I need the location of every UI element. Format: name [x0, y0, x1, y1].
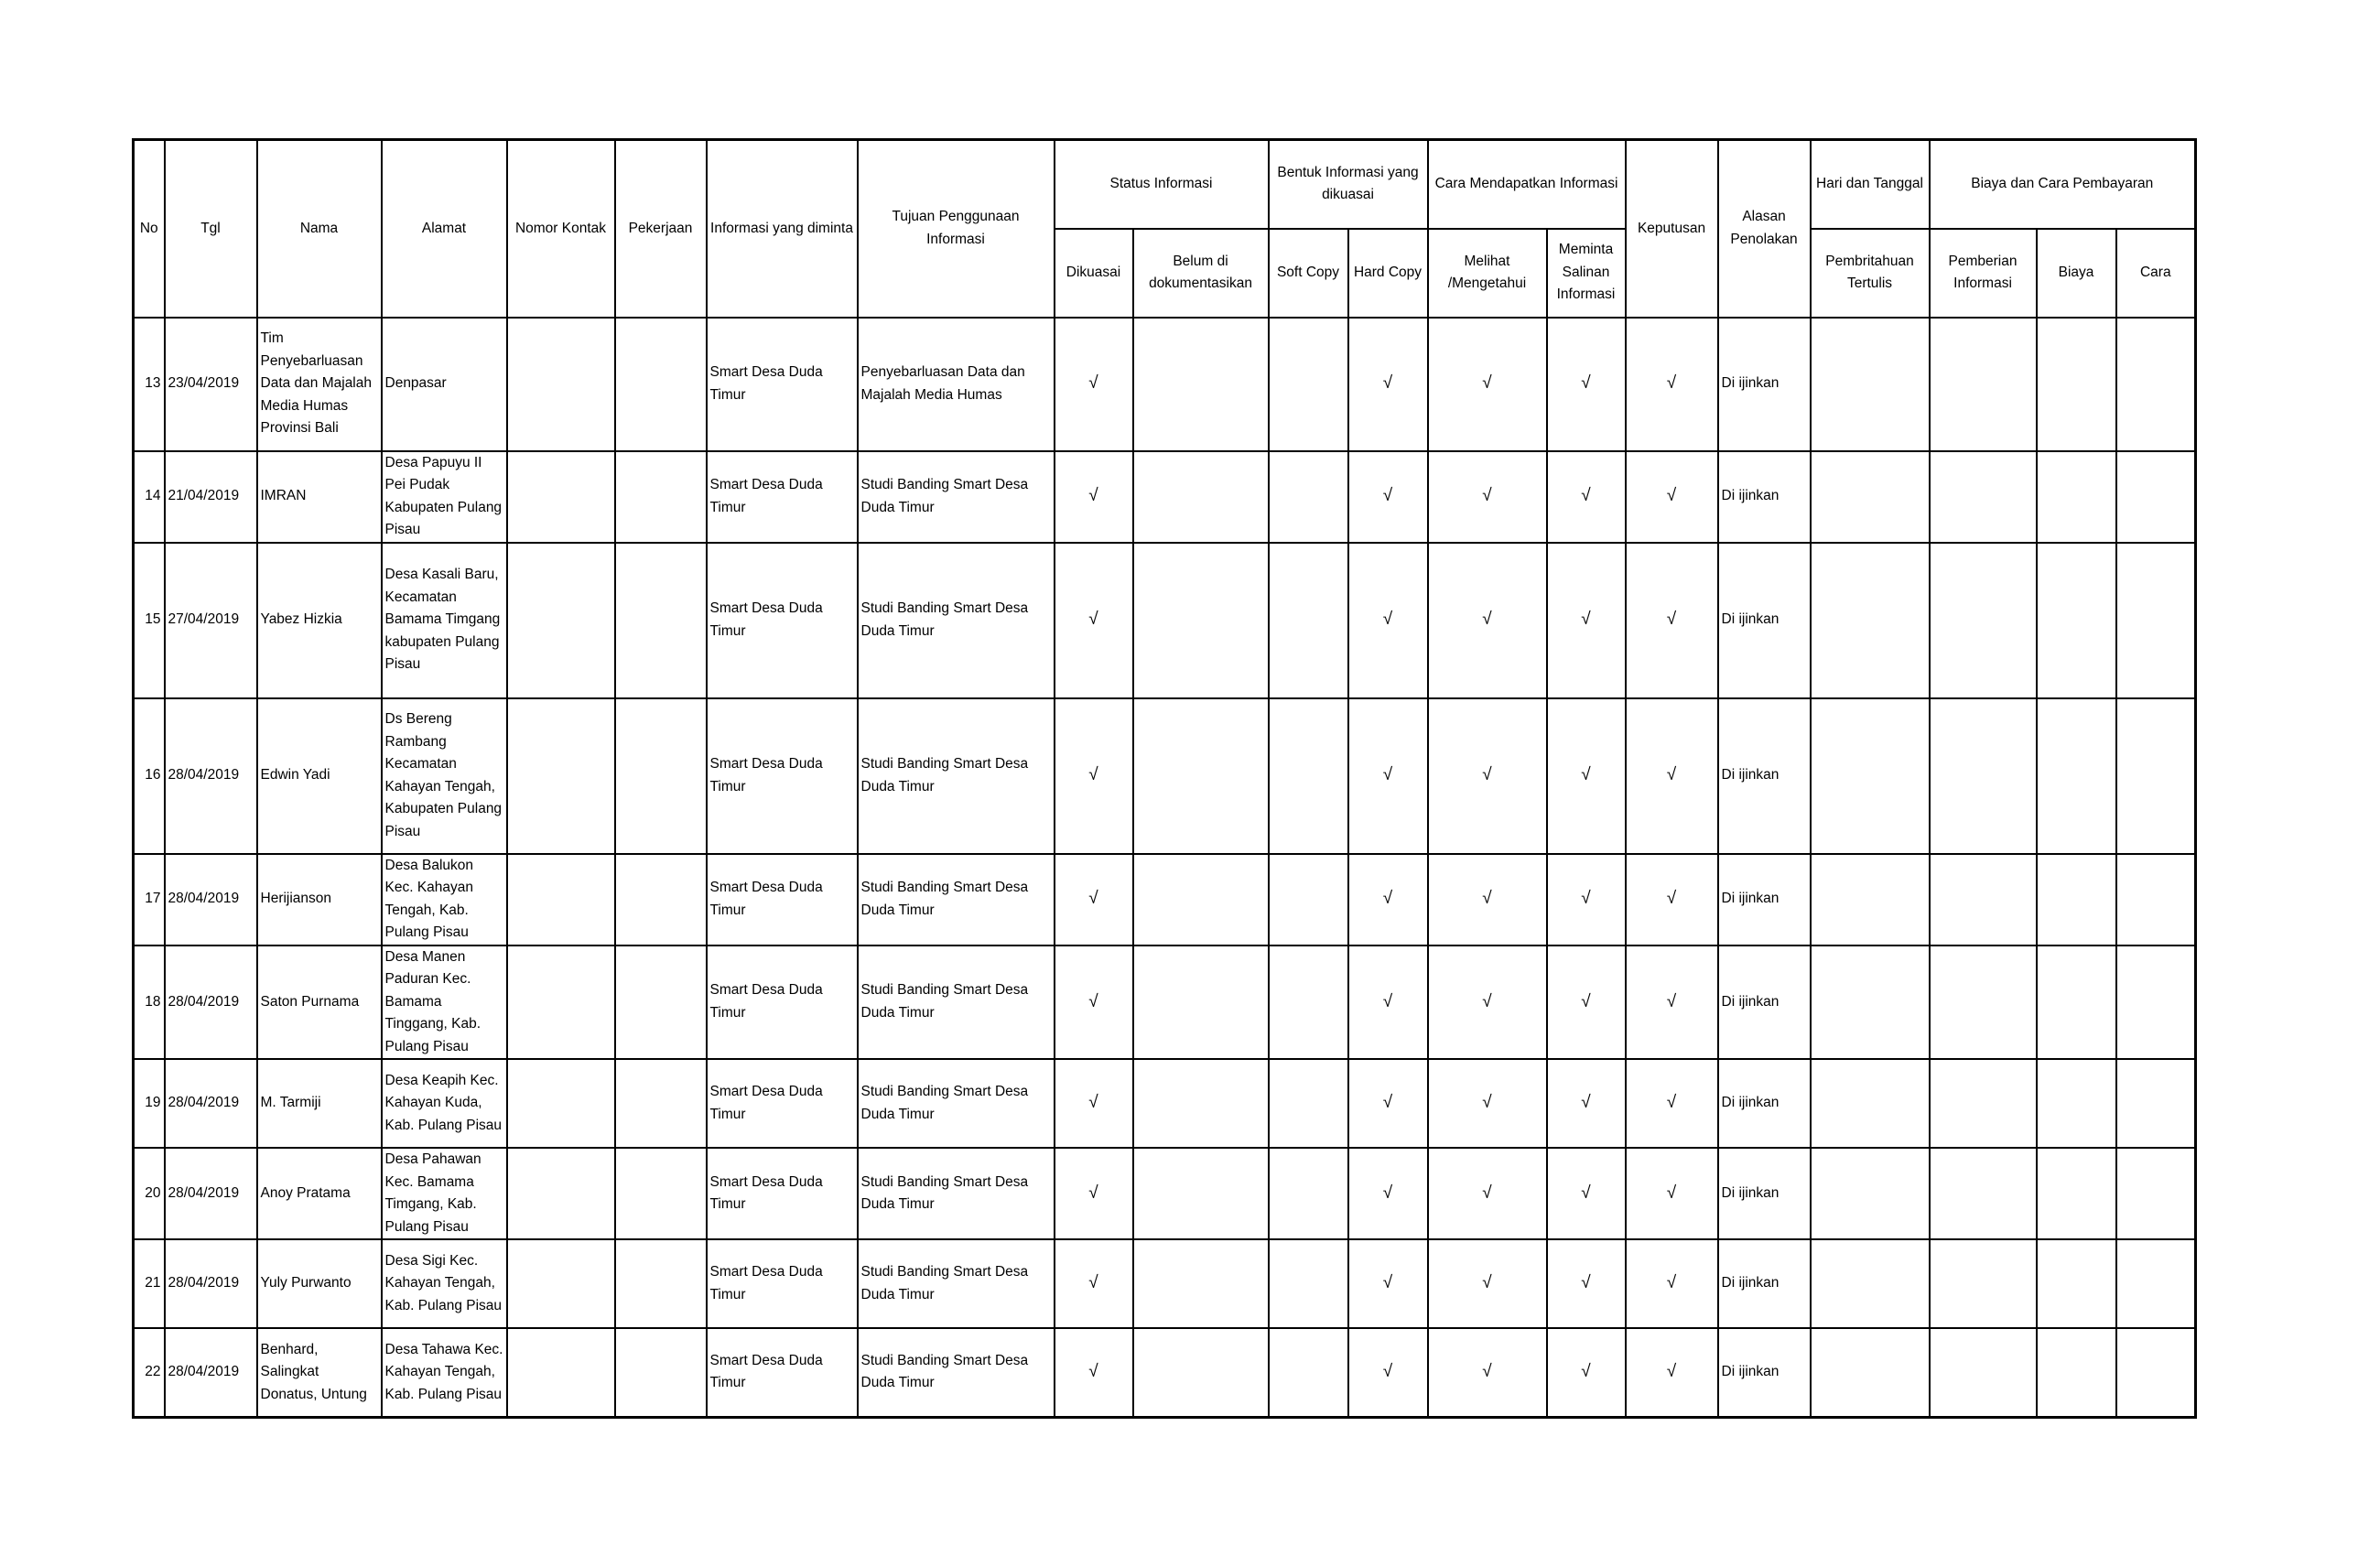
header-tujuan: Tujuan Penggunaan Informasi	[858, 140, 1055, 318]
check-meminta: √	[1547, 698, 1626, 854]
cell-no: 13	[134, 318, 165, 451]
cell-nama: Benhard, Salingkat Donatus, Untung	[257, 1328, 382, 1417]
cell-no: 18	[134, 945, 165, 1060]
cell-pemberian	[1930, 698, 2037, 854]
cell-alamat: Desa Sigi Kec. Kahayan Tengah, Kab. Pulang Pisau	[382, 1239, 507, 1328]
check-meminta: √	[1547, 1239, 1626, 1328]
header-alamat: Alamat	[382, 140, 507, 318]
table-row	[134, 1328, 2196, 1417]
cell-tgl: 28/04/2019	[165, 1059, 257, 1148]
check-melihat: √	[1428, 698, 1547, 854]
header-soft-copy: Soft Copy	[1269, 229, 1348, 318]
check-keputusan: √	[1626, 1239, 1718, 1328]
cell-pekerjaan	[615, 945, 707, 1060]
cell-tgl: 28/04/2019	[165, 1328, 257, 1417]
cell-belum	[1133, 945, 1269, 1060]
cell-tgl: 28/04/2019	[165, 854, 257, 945]
check-dikuasai: √	[1055, 945, 1133, 1060]
cell-informasi: Smart Desa Duda Timur	[707, 1148, 858, 1239]
cell-alamat: Desa Kasali Baru, Kecamatan Bamama Timgang kabupaten Pulang Pisau	[382, 543, 507, 698]
cell-nomor-kontak	[507, 543, 615, 698]
header-cara: Cara	[2116, 229, 2196, 318]
cell-belum	[1133, 854, 1269, 945]
cell-alamat: Desa Balukon Kec. Kahayan Tengah, Kab. Pulang Pisau	[382, 854, 507, 945]
cell-cara	[2116, 543, 2196, 698]
cell-belum	[1133, 698, 1269, 854]
cell-soft-copy	[1269, 1328, 1348, 1417]
cell-alamat: Ds Bereng Rambang Kecamatan Kahayan Tengah, Kabupaten Pulang Pisau	[382, 698, 507, 854]
cell-pembritahuan	[1811, 451, 1930, 543]
cell-informasi: Smart Desa Duda Timur	[707, 543, 858, 698]
cell-tujuan: Studi Banding Smart Desa Duda Timur	[858, 1328, 1055, 1417]
header-hari-tanggal: Hari dan Tanggal	[1811, 140, 1930, 229]
cell-alasan: Di ijinkan	[1718, 1328, 1811, 1417]
cell-nama: IMRAN	[257, 451, 382, 543]
cell-no: 19	[134, 1059, 165, 1148]
cell-nama: Yabez Hizkia	[257, 543, 382, 698]
cell-nomor-kontak	[507, 945, 615, 1060]
cell-soft-copy	[1269, 1239, 1348, 1328]
cell-alasan: Di ijinkan	[1718, 698, 1811, 854]
cell-pemberian	[1930, 318, 2037, 451]
check-hard-copy: √	[1348, 1239, 1428, 1328]
cell-biaya	[2037, 451, 2116, 543]
cell-informasi: Smart Desa Duda Timur	[707, 318, 858, 451]
cell-informasi: Smart Desa Duda Timur	[707, 945, 858, 1060]
cell-tujuan: Studi Banding Smart Desa Duda Timur	[858, 1148, 1055, 1239]
cell-alasan: Di ijinkan	[1718, 854, 1811, 945]
cell-informasi: Smart Desa Duda Timur	[707, 451, 858, 543]
table-row	[134, 1148, 2196, 1239]
cell-pekerjaan	[615, 451, 707, 543]
header-status-informasi: Status Informasi	[1055, 140, 1269, 229]
cell-pekerjaan	[615, 1148, 707, 1239]
cell-tujuan: Studi Banding Smart Desa Duda Timur	[858, 543, 1055, 698]
check-dikuasai: √	[1055, 854, 1133, 945]
cell-biaya	[2037, 945, 2116, 1060]
cell-pekerjaan	[615, 1328, 707, 1417]
cell-nomor-kontak	[507, 451, 615, 543]
check-dikuasai: √	[1055, 698, 1133, 854]
check-melihat: √	[1428, 1059, 1547, 1148]
check-melihat: √	[1428, 451, 1547, 543]
check-hard-copy: √	[1348, 1059, 1428, 1148]
check-hard-copy: √	[1348, 543, 1428, 698]
cell-pembritahuan	[1811, 1328, 1930, 1417]
cell-no: 20	[134, 1148, 165, 1239]
check-melihat: √	[1428, 1328, 1547, 1417]
cell-tgl: 23/04/2019	[165, 318, 257, 451]
check-meminta: √	[1547, 1148, 1626, 1239]
cell-biaya	[2037, 1148, 2116, 1239]
header-tgl: Tgl	[165, 140, 257, 318]
check-melihat: √	[1428, 543, 1547, 698]
cell-pekerjaan	[615, 1239, 707, 1328]
cell-pemberian	[1930, 1328, 2037, 1417]
check-keputusan: √	[1626, 1148, 1718, 1239]
check-keputusan: √	[1626, 318, 1718, 451]
header-nama: Nama	[257, 140, 382, 318]
cell-cara	[2116, 945, 2196, 1060]
cell-alasan: Di ijinkan	[1718, 945, 1811, 1060]
check-meminta: √	[1547, 543, 1626, 698]
cell-nama: M. Tarmiji	[257, 1059, 382, 1148]
cell-tgl: 21/04/2019	[165, 451, 257, 543]
cell-informasi: Smart Desa Duda Timur	[707, 854, 858, 945]
cell-belum	[1133, 1148, 1269, 1239]
table-row	[134, 318, 2196, 451]
check-hard-copy: √	[1348, 945, 1428, 1060]
cell-tgl: 27/04/2019	[165, 543, 257, 698]
header-no: No	[134, 140, 165, 318]
cell-tgl: 28/04/2019	[165, 698, 257, 854]
cell-biaya	[2037, 698, 2116, 854]
cell-tujuan: Penyebarluasan Data dan Majalah Media Humas	[858, 318, 1055, 451]
table-body	[134, 318, 2196, 1418]
check-keputusan: √	[1626, 945, 1718, 1060]
cell-tujuan: Studi Banding Smart Desa Duda Timur	[858, 854, 1055, 945]
cell-tujuan: Studi Banding Smart Desa Duda Timur	[858, 945, 1055, 1060]
cell-pemberian	[1930, 854, 2037, 945]
cell-soft-copy	[1269, 318, 1348, 451]
cell-tujuan: Studi Banding Smart Desa Duda Timur	[858, 698, 1055, 854]
cell-pembritahuan	[1811, 1059, 1930, 1148]
check-dikuasai: √	[1055, 451, 1133, 543]
cell-pemberian	[1930, 1148, 2037, 1239]
cell-no: 16	[134, 698, 165, 854]
cell-pekerjaan	[615, 1059, 707, 1148]
header-pekerjaan: Pekerjaan	[615, 140, 707, 318]
table-row	[134, 698, 2196, 854]
cell-soft-copy	[1269, 1059, 1348, 1148]
cell-nama: Tim Penyebarluasan Data dan Majalah Media Humas Provinsi Bali	[257, 318, 382, 451]
cell-cara	[2116, 854, 2196, 945]
cell-cara	[2116, 698, 2196, 854]
check-dikuasai: √	[1055, 1059, 1133, 1148]
cell-alasan: Di ijinkan	[1718, 451, 1811, 543]
cell-biaya	[2037, 318, 2116, 451]
header-meminta: Meminta Salinan Informasi	[1547, 229, 1626, 318]
cell-cara	[2116, 1328, 2196, 1417]
cell-pembritahuan	[1811, 854, 1930, 945]
cell-soft-copy	[1269, 854, 1348, 945]
check-keputusan: √	[1626, 543, 1718, 698]
header-pemberian: Pemberian Informasi	[1930, 229, 2037, 318]
cell-no: 15	[134, 543, 165, 698]
cell-informasi: Smart Desa Duda Timur	[707, 698, 858, 854]
cell-belum	[1133, 1328, 1269, 1417]
cell-soft-copy	[1269, 451, 1348, 543]
table-row	[134, 451, 2196, 543]
cell-nomor-kontak	[507, 1148, 615, 1239]
header-cara-mendapatkan: Cara Mendapatkan Informasi	[1428, 140, 1626, 229]
table-row	[134, 1239, 2196, 1328]
check-hard-copy: √	[1348, 1328, 1428, 1417]
header-alasan-penolakan: Alasan Penolakan	[1718, 140, 1811, 318]
cell-pemberian	[1930, 1059, 2037, 1148]
cell-pekerjaan	[615, 543, 707, 698]
cell-nama: Anoy Pratama	[257, 1148, 382, 1239]
check-keputusan: √	[1626, 698, 1718, 854]
check-hard-copy: √	[1348, 451, 1428, 543]
cell-alasan: Di ijinkan	[1718, 543, 1811, 698]
cell-soft-copy	[1269, 698, 1348, 854]
cell-tujuan: Studi Banding Smart Desa Duda Timur	[858, 1059, 1055, 1148]
check-melihat: √	[1428, 854, 1547, 945]
cell-pembritahuan	[1811, 698, 1930, 854]
check-keputusan: √	[1626, 1059, 1718, 1148]
cell-nama: Saton Purnama	[257, 945, 382, 1060]
cell-pekerjaan	[615, 854, 707, 945]
check-dikuasai: √	[1055, 1328, 1133, 1417]
check-melihat: √	[1428, 1148, 1547, 1239]
cell-biaya	[2037, 1328, 2116, 1417]
header-pembritahuan: Pembritahuan Tertulis	[1811, 229, 1930, 318]
cell-belum	[1133, 543, 1269, 698]
check-dikuasai: √	[1055, 543, 1133, 698]
check-keputusan: √	[1626, 854, 1718, 945]
cell-pekerjaan	[615, 318, 707, 451]
cell-belum	[1133, 1239, 1269, 1328]
cell-nomor-kontak	[507, 854, 615, 945]
check-hard-copy: √	[1348, 1148, 1428, 1239]
cell-nama: Herijianson	[257, 854, 382, 945]
check-melihat: √	[1428, 1239, 1547, 1328]
cell-pembritahuan	[1811, 543, 1930, 698]
header-biaya-cara: Biaya dan Cara Pembayaran	[1930, 140, 2196, 229]
cell-soft-copy	[1269, 1148, 1348, 1239]
table-row	[134, 945, 2196, 1060]
cell-alasan: Di ijinkan	[1718, 1239, 1811, 1328]
header-dikuasai: Dikuasai	[1055, 229, 1133, 318]
check-meminta: √	[1547, 1328, 1626, 1417]
check-dikuasai: √	[1055, 318, 1133, 451]
cell-alamat: Desa Tahawa Kec. Kahayan Tengah, Kab. Pulang Pisau	[382, 1328, 507, 1417]
cell-pekerjaan	[615, 698, 707, 854]
cell-tgl: 28/04/2019	[165, 1239, 257, 1328]
cell-soft-copy	[1269, 543, 1348, 698]
check-hard-copy: √	[1348, 854, 1428, 945]
cell-no: 21	[134, 1239, 165, 1328]
cell-informasi: Smart Desa Duda Timur	[707, 1239, 858, 1328]
table-header	[134, 140, 2196, 318]
check-melihat: √	[1428, 318, 1547, 451]
cell-no: 14	[134, 451, 165, 543]
cell-tujuan: Studi Banding Smart Desa Duda Timur	[858, 451, 1055, 543]
cell-alamat: Desa Papuyu II Pei Pudak Kabupaten Pulang Pisau	[382, 451, 507, 543]
cell-alasan: Di ijinkan	[1718, 318, 1811, 451]
cell-cara	[2116, 451, 2196, 543]
cell-pembritahuan	[1811, 1239, 1930, 1328]
cell-alasan: Di ijinkan	[1718, 1148, 1811, 1239]
cell-biaya	[2037, 543, 2116, 698]
cell-pemberian	[1930, 543, 2037, 698]
header-keputusan: Keputusan	[1626, 140, 1718, 318]
check-meminta: √	[1547, 945, 1626, 1060]
check-dikuasai: √	[1055, 1239, 1133, 1328]
cell-informasi: Smart Desa Duda Timur	[707, 1328, 858, 1417]
cell-tgl: 28/04/2019	[165, 945, 257, 1060]
cell-nomor-kontak	[507, 318, 615, 451]
cell-alamat: Desa Manen Paduran Kec. Bamama Tinggang, Kab. Pulang Pisau	[382, 945, 507, 1060]
cell-alamat: Denpasar	[382, 318, 507, 451]
check-keputusan: √	[1626, 451, 1718, 543]
table-row	[134, 854, 2196, 945]
cell-belum	[1133, 318, 1269, 451]
cell-nama: Edwin Yadi	[257, 698, 382, 854]
cell-no: 17	[134, 854, 165, 945]
cell-pembritahuan	[1811, 945, 1930, 1060]
header-bentuk-informasi: Bentuk Informasi yang dikuasai	[1269, 140, 1428, 229]
cell-alasan: Di ijinkan	[1718, 1059, 1811, 1148]
cell-cara	[2116, 1059, 2196, 1148]
cell-nomor-kontak	[507, 1239, 615, 1328]
cell-belum	[1133, 451, 1269, 543]
check-meminta: √	[1547, 854, 1626, 945]
cell-alamat: Desa Keapih Kec. Kahayan Kuda, Kab. Pulang Pisau	[382, 1059, 507, 1148]
cell-soft-copy	[1269, 945, 1348, 1060]
cell-cara	[2116, 1239, 2196, 1328]
cell-belum	[1133, 1059, 1269, 1148]
cell-pembritahuan	[1811, 318, 1930, 451]
header-belum: Belum di dokumentasikan	[1133, 229, 1269, 318]
header-hard-copy: Hard Copy	[1348, 229, 1428, 318]
cell-pembritahuan	[1811, 1148, 1930, 1239]
header-melihat: Melihat /Mengetahui	[1428, 229, 1547, 318]
cell-tgl: 28/04/2019	[165, 1148, 257, 1239]
cell-nomor-kontak	[507, 1328, 615, 1417]
check-meminta: √	[1547, 1059, 1626, 1148]
check-meminta: √	[1547, 451, 1626, 543]
table-row	[134, 1059, 2196, 1148]
check-dikuasai: √	[1055, 1148, 1133, 1239]
cell-cara	[2116, 318, 2196, 451]
cell-no: 22	[134, 1328, 165, 1417]
header-biaya: Biaya	[2037, 229, 2116, 318]
cell-pemberian	[1930, 1239, 2037, 1328]
check-hard-copy: √	[1348, 318, 1428, 451]
information-request-table	[132, 138, 2197, 1419]
cell-nama: Yuly Purwanto	[257, 1239, 382, 1328]
cell-nomor-kontak	[507, 698, 615, 854]
cell-biaya	[2037, 1239, 2116, 1328]
check-keputusan: √	[1626, 1328, 1718, 1417]
check-melihat: √	[1428, 945, 1547, 1060]
cell-cara	[2116, 1148, 2196, 1239]
cell-nomor-kontak	[507, 1059, 615, 1148]
table-row	[134, 543, 2196, 698]
header-informasi: Informasi yang diminta	[707, 140, 858, 318]
header-nomor-kontak: Nomor Kontak	[507, 140, 615, 318]
cell-biaya	[2037, 1059, 2116, 1148]
cell-pemberian	[1930, 451, 2037, 543]
cell-informasi: Smart Desa Duda Timur	[707, 1059, 858, 1148]
check-hard-copy: √	[1348, 698, 1428, 854]
check-meminta: √	[1547, 318, 1626, 451]
cell-biaya	[2037, 854, 2116, 945]
cell-alamat: Desa Pahawan Kec. Bamama Timgang, Kab. Pulang Pisau	[382, 1148, 507, 1239]
cell-tujuan: Studi Banding Smart Desa Duda Timur	[858, 1239, 1055, 1328]
cell-pemberian	[1930, 945, 2037, 1060]
